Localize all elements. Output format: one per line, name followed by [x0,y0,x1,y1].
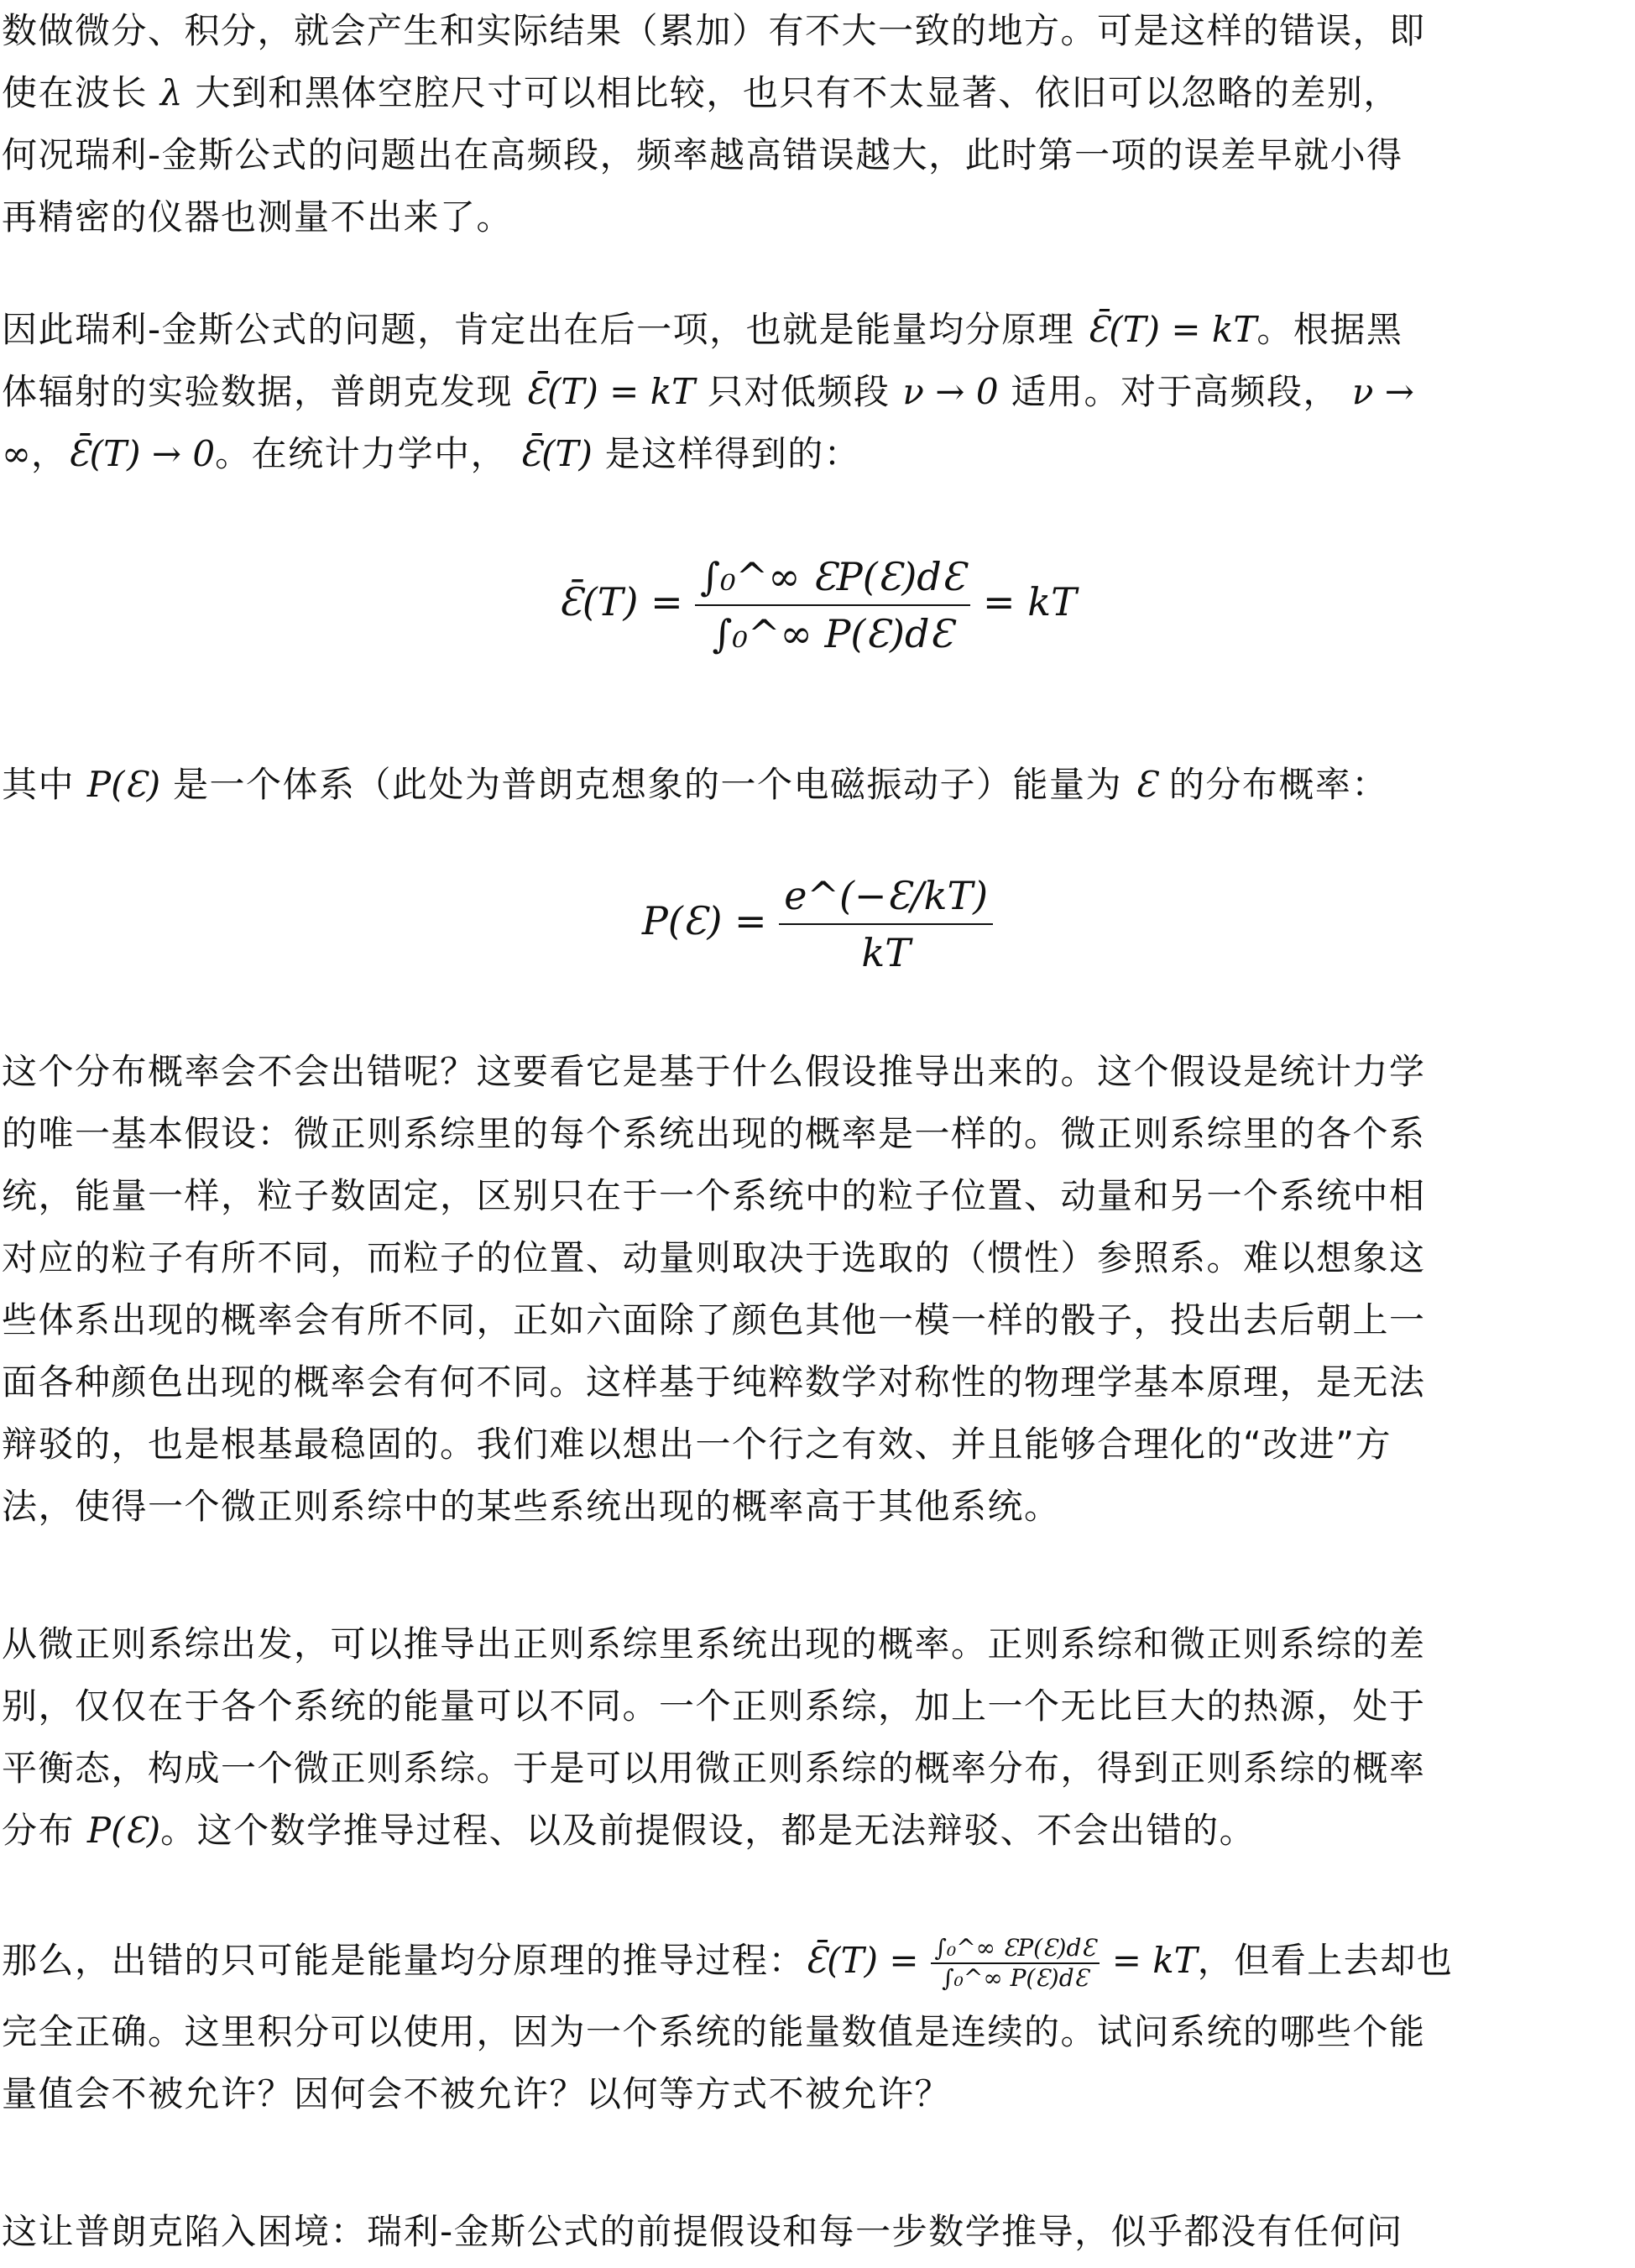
math-inline: = kT [1111,1940,1198,1981]
equation-rhs: = kT [983,579,1077,624]
text-span: 其中 [2,764,76,805]
math-inline: Ɛ̄(T) [519,433,593,474]
math-inline: Ɛ̄(T) = kT [525,371,696,412]
math-inline: ν → 0 [902,371,999,412]
text-line [2,361,1632,423]
text-line: 别，仅仅在于各个系统的能量可以不同。一个正则系综，加上一个无比巨大的热源，处于 [2,1685,1426,1727]
text-line [2,1920,1632,2001]
equation-numerator: e^(−Ɛ/kT) [779,873,993,925]
text-span: 体辐射的实验数据，普朗克发现 [2,371,514,412]
text-span: 大到和黑体空腔尺寸可以相比较，也只有不太显著、依旧可以忽略的差别， [195,72,1400,113]
text-line: 再精密的仪器也测量不出来了。 [2,196,514,238]
math-inline: Ɛ [1134,764,1157,805]
text-span: 是这样得到的： [604,433,861,474]
text-span: ， [31,433,68,474]
text-line: 面各种颜色出现的概率会有何不同。这样基于纯粹数学对称性的物理学基本原理，是无法 [2,1361,1426,1403]
math-inline: Ɛ̄(T) → 0 [67,433,216,474]
text-line: 完全正确。这里积分可以使用，因为一个系统的能量数值是连续的。试问系统的哪些个能 [2,2011,1426,2052]
equation-fraction [779,873,993,975]
text-line [2,423,1632,485]
text-span: 分布 [2,1810,76,1851]
paragraph-4 [2,1041,1632,1538]
paragraph-1 [2,0,1632,248]
text-line: 的唯一基本假设：微正则系综里的每个系统出现的概率是一样的。微正则系综里的各个系 [2,1113,1426,1154]
text-line: 量值会不被允许？因何会不被允许？以何等方式不被允许？ [2,2073,952,2114]
text-line: 法，使得一个微正则系综中的某些系统出现的概率高于其他系统。 [2,1486,1061,1527]
inline-fraction [931,1934,1099,1993]
text-span: 适用。对于高频段， [1011,371,1340,412]
math-inline: P(Ɛ) [86,764,161,805]
math-inline: ν → [1351,371,1414,412]
text-line: 平衡态，构成一个微正则系综。于是可以用微正则系综的概率分布，得到正则系综的概率 [2,1748,1426,1789]
text-line: 数做微分、积分，就会产生和实际结果（累加）有不大一致的地方。可是这样的错误，即 [2,10,1426,51]
text-line: 辩驳的，也是根基最稳固的。我们难以想出一个行之有效、并且能够合理化的“改进”方 [2,1424,1392,1465]
inline-numerator: ∫₀^∞ ƐP(Ɛ)dƐ [931,1934,1099,1964]
paragraph-5 [2,1613,1632,1862]
paragraph-3 [2,754,1632,816]
equation-lhs: P(Ɛ) = [641,898,767,943]
paragraph-2 [2,299,1632,485]
text-line [2,754,1632,816]
equation-distribution [0,873,1635,975]
text-span: 那么，出错的只可能是能量均分原理的推导过程： [2,1940,806,1981]
equation-numerator: ∫₀^∞ ƐP(Ɛ)dƐ [695,554,970,606]
text-span: 。这个数学推导过程、以及前提假设，都是无法辩驳、不会出错的。 [160,1810,1256,1851]
text-line: 这个分布概率会不会出错呢？这要看它是基于什么假设推导出来的。这个假设是统计力学 [2,1051,1426,1092]
text-span: ，但看上去却也 [1197,1940,1454,1981]
text-line: 统，能量一样，粒子数固定，区别只在于一个系统中的粒子位置、动量和另一个系统中相 [2,1175,1426,1216]
text-line: 从微正则系综出发，可以推导出正则系综里系统出现的概率。正则系综和微正则系综的差 [2,1623,1426,1664]
paragraph-7 [2,2201,1632,2263]
text-line: 何况瑞利-金斯公式的问题出在高频段，频率越高错误越大，此时第一项的误差早就小得 [2,134,1403,175]
equation-lhs: Ɛ̄(T) = [558,579,683,624]
text-span: 是一个体系（此处为普朗克想象的一个电磁振动子）能量为 [172,764,1122,805]
text-span: 只对低频段 [708,371,891,412]
inline-denominator: ∫₀^∞ P(Ɛ)dƐ [942,1963,1089,1992]
text-line [2,1800,1632,1862]
text-line: 对应的粒子有所不同，而粒子的位置、动量则取决于选取的（惯性）参照系。难以想象这 [2,1237,1426,1278]
equation-mean-energy [0,554,1635,656]
paragraph-6 [2,1920,1632,2125]
text-span: 的分布概率： [1168,764,1388,805]
math-lambda: λ [159,72,183,113]
math-inline: Ɛ̄(T) = [805,1940,919,1981]
text-span: 。在统计力学中， [215,433,508,474]
math-inline: P(Ɛ) [86,1810,161,1851]
math-inline: Ɛ̄(T) = kT [1087,309,1257,350]
math-inline: ∞ [2,433,31,474]
text-span: 因此瑞利-金斯公式的问题，肯定出在后一项，也就是能量均分原理 [2,309,1075,350]
equation-fraction [695,554,970,656]
text-line: 这让普朗克陷入困境：瑞利-金斯公式的前提假设和每一步数学推导，似乎都没有任何问 [2,2211,1403,2252]
equation-denominator: ∫₀^∞ P(Ɛ)dƐ [712,611,954,656]
text-span: 。根据黑 [1256,309,1403,350]
text-line [2,62,1632,124]
text-line: 些体系出现的概率会有所不同，正如六面除了颜色其他一模一样的骰子，投出去后朝上一 [2,1299,1426,1340]
text-span: 使在波长 [2,72,149,113]
equation-denominator: kT [861,930,911,975]
text-line [2,299,1632,361]
